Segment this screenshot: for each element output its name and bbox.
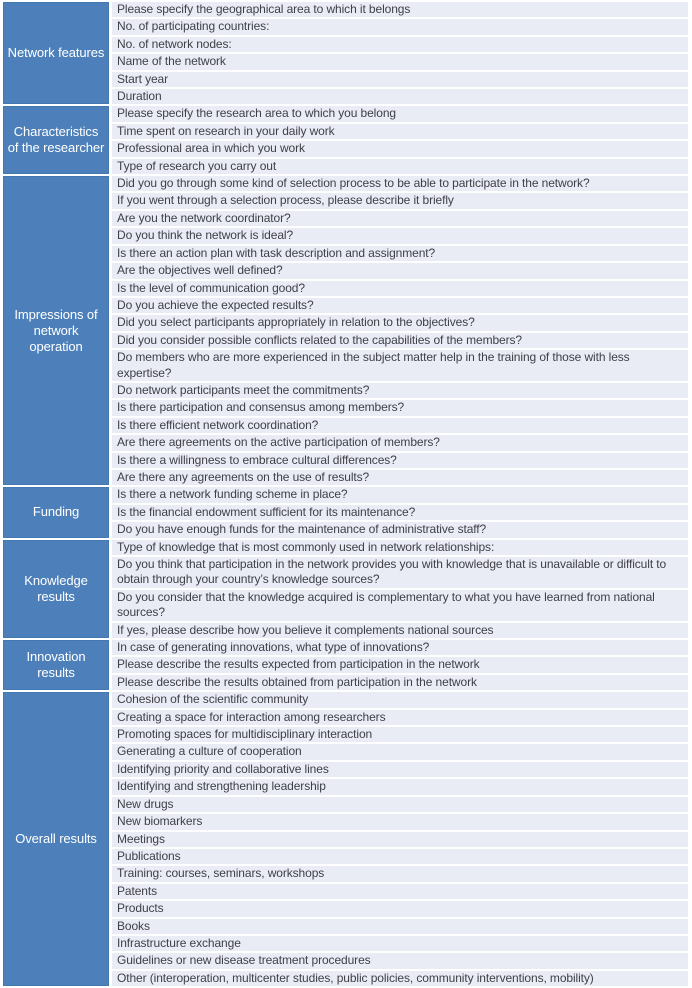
rows-funding	[112, 487, 688, 537]
table-row: In case of generating innovations, what type of innovations?	[112, 640, 688, 655]
table-row: Patents	[112, 884, 688, 899]
table-row: Identifying priority and collaborative lines	[112, 762, 688, 777]
table-row: Do you consider that the knowledge acquired is complementary to what you have learned from national sources?	[112, 590, 688, 621]
category-cell-network-features: Network features	[3, 2, 109, 104]
table-row: Did you go through some kind of selection process to be able to participate in the network?	[112, 176, 688, 191]
table-row: Is there a network funding scheme in place?	[112, 487, 688, 502]
category-cell-innovation-results: Innovation results	[3, 640, 109, 690]
table-row: Generating a culture of cooperation	[112, 744, 688, 759]
section-overall-results	[3, 692, 688, 986]
table-row: Type of research you carry out	[112, 159, 688, 174]
table-row: Is the level of communication good?	[112, 281, 688, 296]
table-row: Are the objectives well defined?	[112, 263, 688, 278]
table-row: Time spent on research in your daily work	[112, 124, 688, 139]
table-row: Cohesion of the scientific community	[112, 692, 688, 707]
section-network-features	[3, 2, 688, 104]
table-row: Type of knowledge that is most commonly used in network relationships:	[112, 540, 688, 555]
table-row: Please specify the geographical area to which it belongs	[112, 2, 688, 17]
table-row: Do members who are more experienced in the subject matter help in the training of those with less expertise?	[112, 350, 688, 381]
questionnaire-table	[3, 2, 688, 986]
section-knowledge-results	[3, 540, 688, 638]
section-funding	[3, 487, 688, 537]
table-row: New biomarkers	[112, 814, 688, 829]
table-row: Creating a space for interaction among researchers	[112, 710, 688, 725]
category-cell-funding: Funding	[3, 487, 109, 537]
table-row: Do you think the network is ideal?	[112, 228, 688, 243]
table-row: Do network participants meet the commitments?	[112, 383, 688, 398]
rows-overall-results	[112, 692, 688, 986]
rows-characteristics	[112, 106, 688, 174]
table-row: Is there an action plan with task description and assignment?	[112, 246, 688, 261]
table-row: Please describe the results expected from participation in the network	[112, 657, 688, 672]
table-row: Products	[112, 901, 688, 916]
table-row: Duration	[112, 89, 688, 104]
table-row: Are you the network coordinator?	[112, 211, 688, 226]
rows-knowledge-results	[112, 540, 688, 638]
table-row: Promoting spaces for multidisciplinary interaction	[112, 727, 688, 742]
table-row: Please describe the results obtained from participation in the network	[112, 675, 688, 690]
rows-innovation-results	[112, 640, 688, 690]
table-row: New drugs	[112, 797, 688, 812]
table-row: Infrastructure exchange	[112, 936, 688, 951]
table-row: Do you think that participation in the network provides you with knowledge that is unavailable or difficult to obtain through your country’s knowledge sources?	[112, 557, 688, 588]
table-row: Meetings	[112, 832, 688, 847]
table-row: Did you consider possible conflicts related to the capabilities of the members?	[112, 333, 688, 348]
table-row: Name of the network	[112, 54, 688, 69]
rows-impressions	[112, 176, 688, 485]
table-row: No. of network nodes:	[112, 37, 688, 52]
table-row: Is there efficient network coordination?	[112, 418, 688, 433]
category-cell-characteristics: Characteristics of the researcher	[3, 106, 109, 174]
table-row: Start year	[112, 72, 688, 87]
table-row: Other (interoperation, multicenter studies, public policies, community interventions, mobility)	[112, 971, 688, 986]
table-row: Publications	[112, 849, 688, 864]
section-impressions-of-network-operation	[3, 176, 688, 485]
table-row: Are there agreements on the active participation of members?	[112, 435, 688, 450]
table-row: Please specify the research area to which you belong	[112, 106, 688, 121]
section-innovation-results	[3, 640, 688, 690]
table-row: If you went through a selection process, please describe it briefly	[112, 193, 688, 208]
category-cell-impressions: Impressions of network operation	[3, 176, 109, 485]
table-row: No. of participating countries:	[112, 19, 688, 34]
category-cell-knowledge-results: Knowledge results	[3, 540, 109, 638]
table-row: Training: courses, seminars, workshops	[112, 866, 688, 881]
table-row: Do you have enough funds for the maintenance of administrative staff?	[112, 522, 688, 537]
table-row: Professional area in which you work	[112, 141, 688, 156]
section-characteristics-of-the-researcher	[3, 106, 688, 174]
table-row: Are there any agreements on the use of results?	[112, 470, 688, 485]
table-row: Did you select participants appropriately in relation to the objectives?	[112, 315, 688, 330]
table-row: Do you achieve the expected results?	[112, 298, 688, 313]
table-row: Is there a willingness to embrace cultural differences?	[112, 453, 688, 468]
category-cell-overall-results: Overall results	[3, 692, 109, 986]
rows-network-features	[112, 2, 688, 104]
table-row: Is the financial endowment sufficient for its maintenance?	[112, 505, 688, 520]
table-row: Guidelines or new disease treatment procedures	[112, 953, 688, 968]
table-row: Books	[112, 919, 688, 934]
table-row: Is there participation and consensus among members?	[112, 400, 688, 415]
table-row: If yes, please describe how you believe it complements national sources	[112, 623, 688, 638]
table-row: Identifying and strengthening leadership	[112, 779, 688, 794]
